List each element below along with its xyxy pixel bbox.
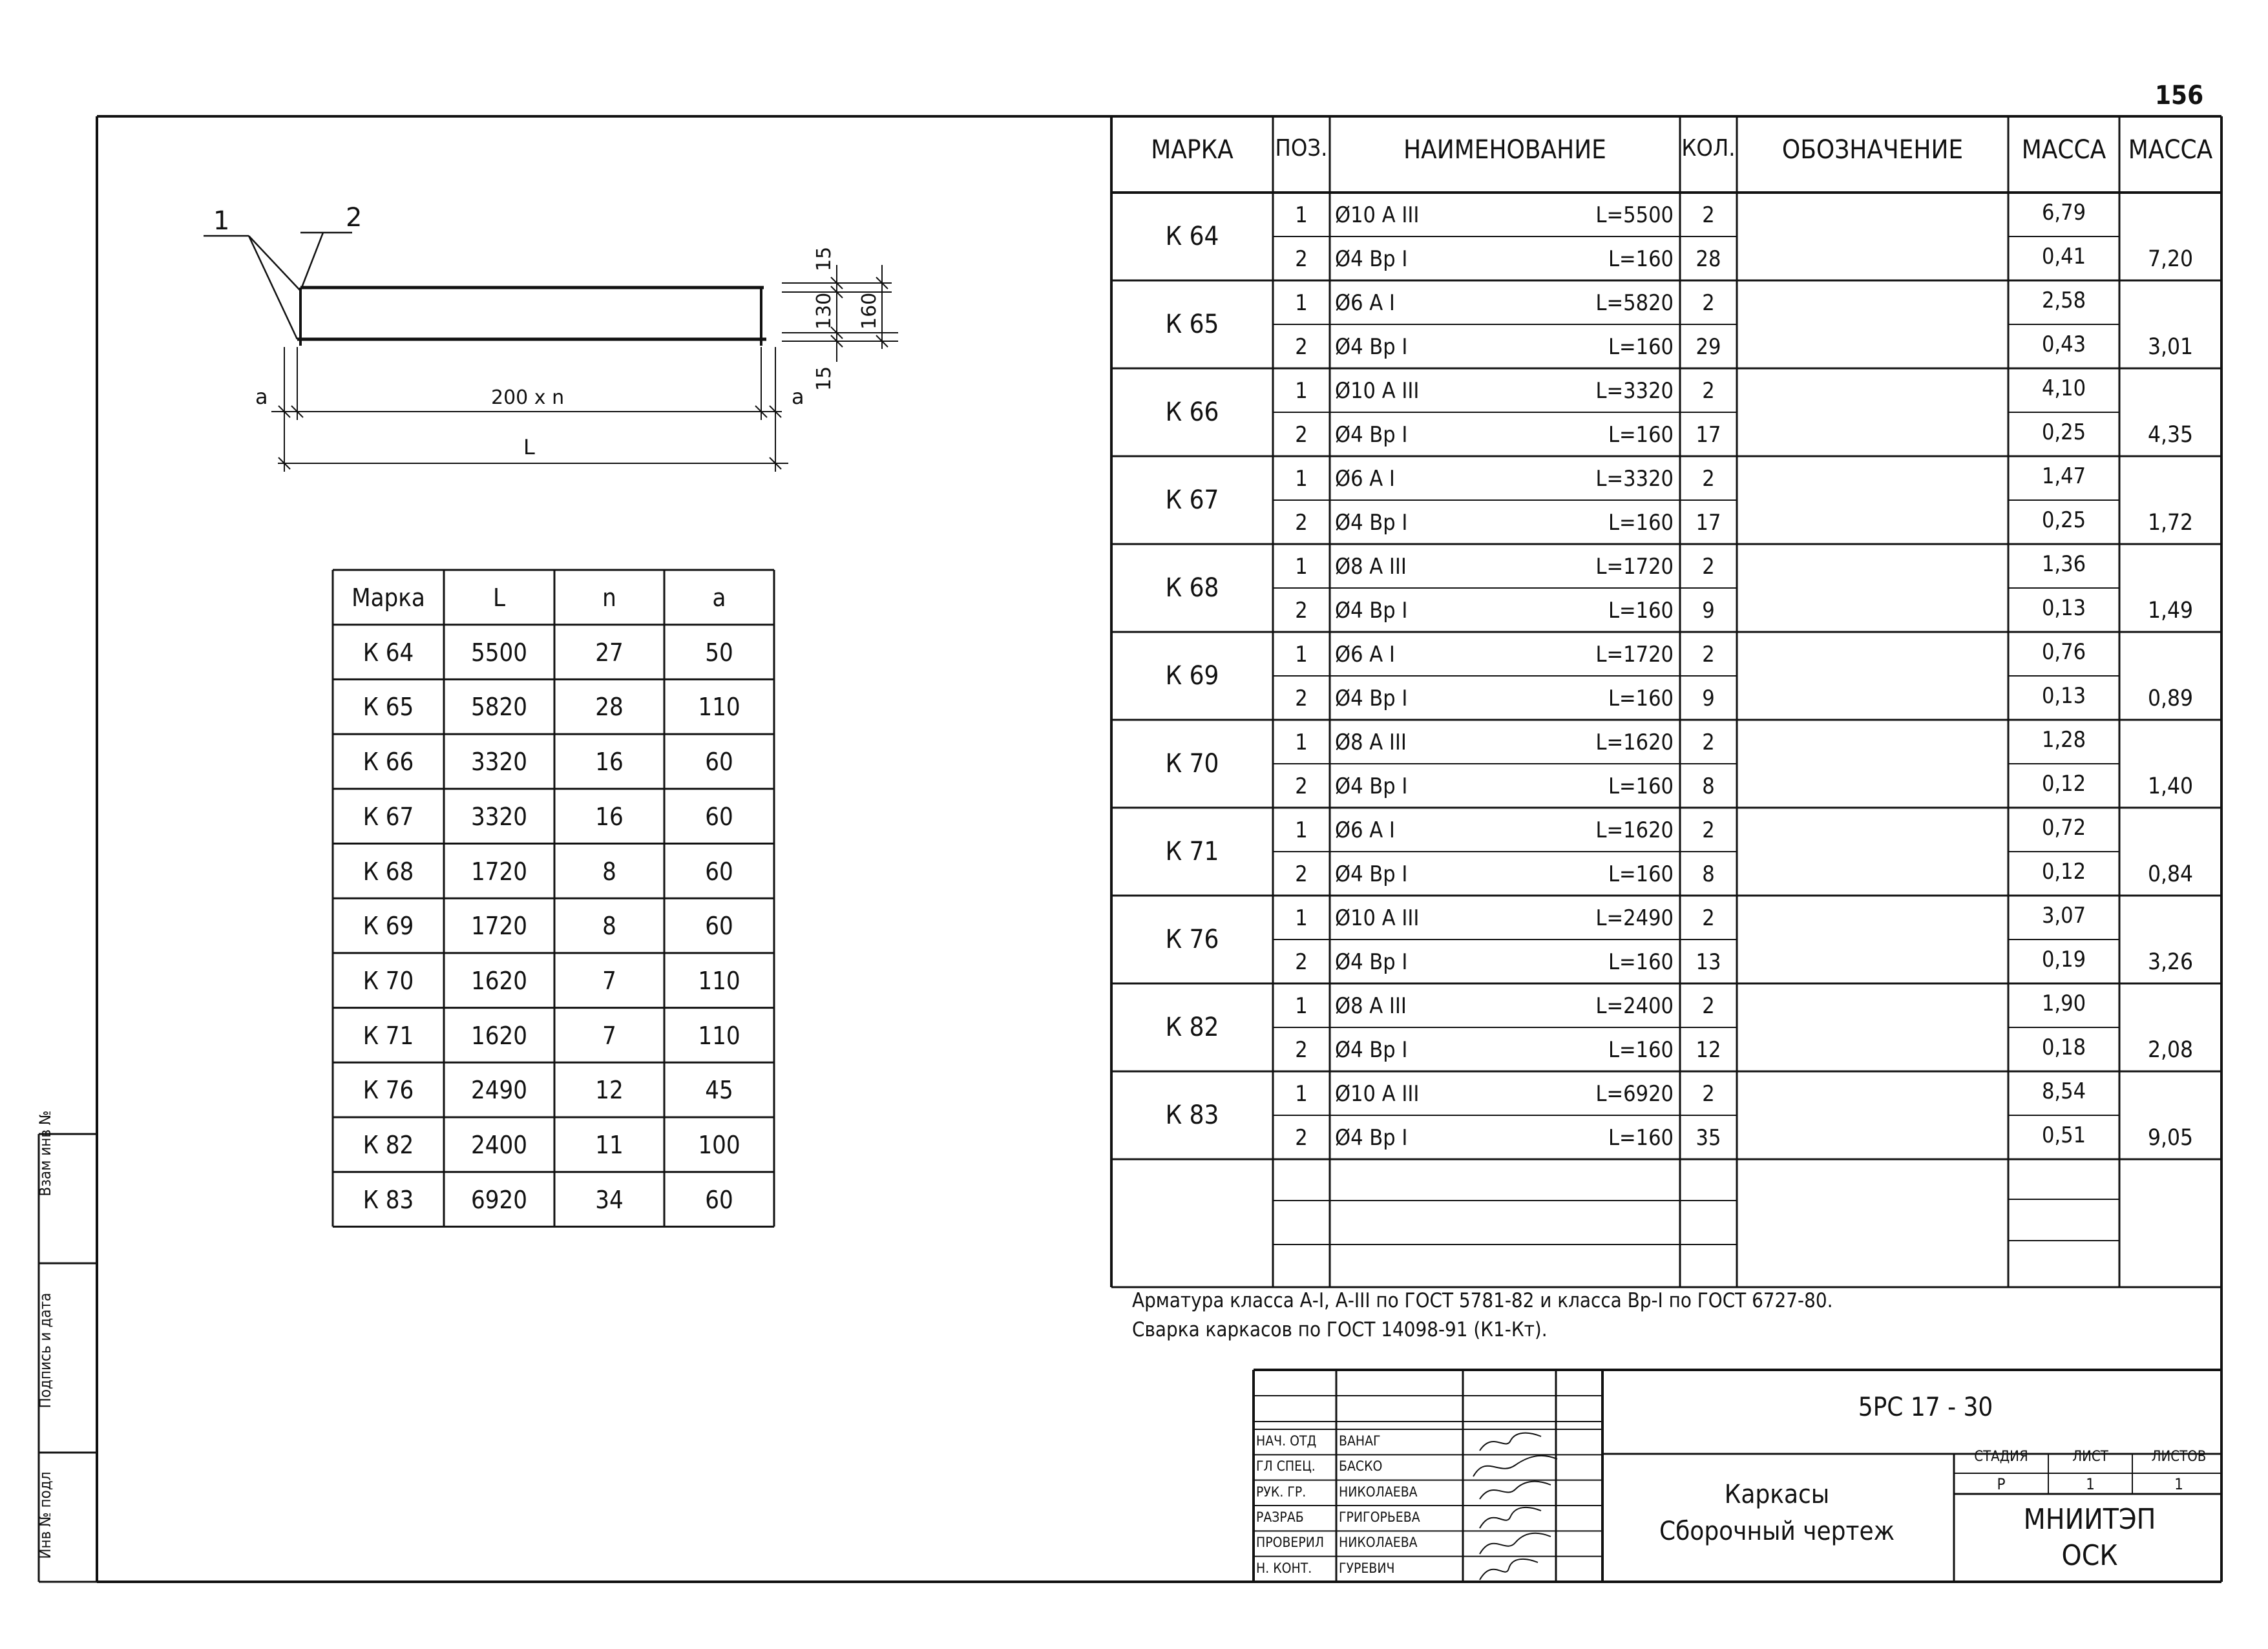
document-code: 5PC 17 - 30 bbox=[1858, 1392, 1993, 1422]
spec-total-mass: 0,84 bbox=[2147, 861, 2194, 887]
spec-mass: 1,90 bbox=[2041, 991, 2086, 1016]
small-table-cell: 8 bbox=[602, 857, 616, 886]
spec-mass: 8,54 bbox=[2041, 1078, 2086, 1104]
spec-mass: 0,12 bbox=[2041, 859, 2086, 885]
spec-pos: 1 bbox=[1295, 642, 1308, 667]
small-table-cell: 5820 bbox=[471, 693, 527, 722]
spec-name: Ø10 A III bbox=[1335, 1081, 1420, 1107]
spec-header-4: ОБОЗНАЧЕНИЕ bbox=[1781, 135, 1964, 165]
spec-length: L=5500 bbox=[1595, 202, 1674, 228]
spec-name: Ø6 A I bbox=[1335, 466, 1395, 492]
spec-mark: К 66 bbox=[1165, 397, 1219, 427]
small-table-mark: К 70 bbox=[362, 966, 414, 995]
stage-value: Р bbox=[1997, 1475, 2006, 1493]
spec-pos: 1 bbox=[1295, 905, 1308, 931]
spec-mass: 0,41 bbox=[2041, 244, 2086, 269]
organization-line-2: ОСК bbox=[2061, 1539, 2118, 1572]
small-table-cell: 60 bbox=[705, 802, 733, 831]
spec-qty: 12 bbox=[1696, 1037, 1721, 1063]
signer-role: НАЧ. ОТД bbox=[1256, 1433, 1317, 1449]
spec-length: L=5820 bbox=[1595, 290, 1674, 316]
spec-mass: 6,79 bbox=[2041, 200, 2086, 226]
small-table-cell: 1620 bbox=[471, 966, 527, 995]
small-table-cell: 28 bbox=[595, 693, 624, 722]
signature-mark bbox=[1480, 1559, 1538, 1580]
signer-role: Н. КОНТ. bbox=[1256, 1560, 1312, 1576]
small-table-mark: К 76 bbox=[362, 1076, 414, 1105]
spec-pos: 2 bbox=[1295, 773, 1308, 799]
spec-name: Ø4 Bp I bbox=[1335, 598, 1408, 624]
small-table-cell: 50 bbox=[705, 638, 733, 667]
spec-mark: К 76 bbox=[1165, 925, 1219, 954]
spec-length: L=3320 bbox=[1595, 466, 1674, 492]
note-line-2: Сварка каркасов по ГОСТ 14098-91 (К1-Кт). bbox=[1132, 1318, 1548, 1341]
small-table-mark: К 71 bbox=[362, 1021, 414, 1050]
small-table-cell: 6920 bbox=[471, 1185, 527, 1214]
small-table-cell: 110 bbox=[698, 966, 740, 995]
spec-qty: 9 bbox=[1702, 598, 1715, 624]
small-table-cell: 110 bbox=[698, 693, 740, 722]
small-table-mark: К 67 bbox=[362, 802, 414, 831]
spec-mass: 0,51 bbox=[2041, 1122, 2086, 1148]
margin-label-inventory: Инв № подл bbox=[36, 1471, 54, 1559]
spec-total-mass: 1,72 bbox=[2147, 510, 2194, 536]
spec-pos: 2 bbox=[1295, 949, 1308, 975]
spec-length: L=1720 bbox=[1595, 554, 1674, 580]
small-table-cell: 7 bbox=[602, 1021, 616, 1050]
spec-header-2: НАИМЕНОВАНИЕ bbox=[1403, 135, 1606, 165]
spec-qty: 9 bbox=[1702, 686, 1715, 711]
signer-name: ГУРЕВИЧ bbox=[1339, 1560, 1395, 1576]
spec-qty: 13 bbox=[1696, 949, 1721, 975]
spec-name: Ø10 A III bbox=[1335, 202, 1420, 228]
small-table-cell: 60 bbox=[705, 912, 733, 941]
spec-pos: 2 bbox=[1295, 246, 1308, 272]
spec-mass: 0,18 bbox=[2041, 1035, 2086, 1060]
spec-total-mass: 2,08 bbox=[2147, 1037, 2194, 1063]
spec-qty: 17 bbox=[1696, 510, 1721, 536]
spec-qty: 2 bbox=[1702, 642, 1715, 667]
spec-qty: 2 bbox=[1702, 905, 1715, 931]
spec-name: Ø6 A I bbox=[1335, 817, 1395, 843]
spec-name: Ø4 Bp I bbox=[1335, 1037, 1408, 1063]
stage-header: СТАДИЯ bbox=[1974, 1449, 2028, 1465]
spec-qty: 29 bbox=[1696, 334, 1721, 360]
spec-total-mass: 3,26 bbox=[2147, 949, 2194, 975]
spec-qty: 35 bbox=[1696, 1125, 1721, 1151]
small-table-mark: К 68 bbox=[362, 857, 414, 886]
spec-total-mass: 3,01 bbox=[2147, 334, 2194, 360]
position-label-2: 2 bbox=[346, 203, 362, 233]
spec-pos: 1 bbox=[1295, 290, 1308, 316]
spec-qty: 28 bbox=[1696, 246, 1721, 272]
spec-qty: 2 bbox=[1702, 466, 1715, 492]
small-table-cell: 60 bbox=[705, 857, 733, 886]
small-table-cell: 2400 bbox=[471, 1131, 527, 1159]
small-table-cell: 60 bbox=[705, 748, 733, 777]
spec-length: L=160 bbox=[1608, 773, 1674, 799]
spec-length: L=160 bbox=[1608, 334, 1674, 360]
spec-mark: К 70 bbox=[1165, 749, 1219, 779]
spec-mark: К 67 bbox=[1165, 485, 1219, 515]
spec-pos: 2 bbox=[1295, 510, 1308, 536]
spec-name: Ø8 A III bbox=[1335, 730, 1407, 755]
spec-qty: 2 bbox=[1702, 993, 1715, 1019]
dim-160: 160 bbox=[858, 292, 881, 330]
title-line-2: Сборочный чертеж bbox=[1659, 1517, 1895, 1546]
spec-mass: 4,10 bbox=[2041, 375, 2086, 401]
spec-qty: 2 bbox=[1702, 817, 1715, 843]
dim-15-bottom: 15 bbox=[813, 366, 835, 391]
spec-qty: 2 bbox=[1702, 290, 1715, 316]
small-table-cell: 1620 bbox=[471, 1021, 527, 1050]
spec-length: L=6920 bbox=[1595, 1081, 1674, 1107]
spec-length: L=2400 bbox=[1595, 993, 1674, 1019]
spec-mark: К 71 bbox=[1165, 837, 1219, 867]
spec-pos: 1 bbox=[1295, 993, 1308, 1019]
spec-mass: 1,36 bbox=[2041, 551, 2086, 577]
spec-total-mass: 9,05 bbox=[2147, 1125, 2194, 1151]
spec-length: L=160 bbox=[1608, 1037, 1674, 1063]
spec-mark: К 82 bbox=[1165, 1013, 1219, 1042]
small-table-header: L bbox=[492, 583, 506, 612]
spec-name: Ø4 Bp I bbox=[1335, 949, 1408, 975]
spec-total-mass: 1,40 bbox=[2147, 773, 2194, 799]
spec-name: Ø4 Bp I bbox=[1335, 773, 1408, 799]
signer-name: НИКОЛАЕВА bbox=[1339, 1535, 1418, 1551]
spec-pos: 1 bbox=[1295, 202, 1308, 228]
spec-pos: 2 bbox=[1295, 422, 1308, 448]
small-table-mark: К 66 bbox=[362, 748, 414, 777]
small-table-cell: 5500 bbox=[471, 638, 527, 667]
spec-mass: 2,58 bbox=[2041, 288, 2086, 313]
dim-a-left: a bbox=[255, 384, 268, 409]
spec-name: Ø8 A III bbox=[1335, 554, 1407, 580]
signer-name: БАСКО bbox=[1339, 1458, 1383, 1475]
small-table-cell: 1720 bbox=[471, 912, 527, 941]
small-table-cell: 27 bbox=[595, 638, 624, 667]
sheet-header: ЛИСТ bbox=[2072, 1449, 2108, 1465]
spec-length: L=160 bbox=[1608, 686, 1674, 711]
spec-name: Ø4 Bp I bbox=[1335, 246, 1408, 272]
spec-qty: 2 bbox=[1702, 730, 1715, 755]
spec-pos: 2 bbox=[1295, 1037, 1308, 1063]
spec-pos: 2 bbox=[1295, 861, 1308, 887]
spec-qty: 2 bbox=[1702, 202, 1715, 228]
small-table-cell: 34 bbox=[595, 1185, 624, 1214]
spec-name: Ø4 Bp I bbox=[1335, 686, 1408, 711]
spec-name: Ø8 A III bbox=[1335, 993, 1407, 1019]
spec-name: Ø6 A I bbox=[1335, 642, 1395, 667]
small-table-mark: К 69 bbox=[362, 912, 414, 941]
signature-mark bbox=[1480, 1533, 1551, 1554]
small-table-cell: 110 bbox=[698, 1021, 740, 1050]
small-table-mark: К 82 bbox=[362, 1131, 414, 1159]
spec-pos: 1 bbox=[1295, 378, 1308, 404]
spec-pos: 1 bbox=[1295, 817, 1308, 843]
spec-qty: 17 bbox=[1696, 422, 1721, 448]
signer-role: ПРОВЕРИЛ bbox=[1256, 1535, 1325, 1551]
spec-pos: 1 bbox=[1295, 554, 1308, 580]
spec-name: Ø4 Bp I bbox=[1335, 1125, 1408, 1151]
spec-qty: 8 bbox=[1702, 773, 1715, 799]
spec-mark: К 68 bbox=[1165, 573, 1219, 603]
spec-pos: 1 bbox=[1295, 466, 1308, 492]
position-label-1: 1 bbox=[213, 206, 230, 236]
small-table-header: a bbox=[712, 583, 726, 612]
sheet-value: 1 bbox=[2086, 1475, 2095, 1493]
spec-qty: 8 bbox=[1702, 861, 1715, 887]
spec-total-mass: 0,89 bbox=[2147, 686, 2194, 711]
small-table-mark: К 65 bbox=[362, 693, 414, 722]
dim-130: 130 bbox=[813, 292, 835, 330]
spec-pos: 1 bbox=[1295, 1081, 1308, 1107]
spec-mass: 0,76 bbox=[2041, 639, 2086, 665]
small-table-mark: К 64 bbox=[362, 638, 414, 667]
spec-mass: 0,25 bbox=[2041, 419, 2086, 445]
spec-pos: 2 bbox=[1295, 598, 1308, 624]
signature-mark bbox=[1473, 1456, 1557, 1476]
spec-length: L=160 bbox=[1608, 949, 1674, 975]
spec-mass: 1,47 bbox=[2041, 463, 2086, 489]
spec-pos: 1 bbox=[1295, 730, 1308, 755]
small-table-mark: К 83 bbox=[362, 1185, 414, 1214]
spec-pos: 2 bbox=[1295, 1125, 1308, 1151]
title-line-1: Каркасы bbox=[1724, 1480, 1830, 1509]
spec-total-mass: 1,49 bbox=[2147, 598, 2194, 624]
spec-length: L=1620 bbox=[1595, 730, 1674, 755]
spec-header-3: КОЛ. bbox=[1681, 135, 1736, 162]
signer-name: ВАНАГ bbox=[1339, 1433, 1381, 1449]
signature-mark bbox=[1480, 1433, 1541, 1451]
sheets-header: ЛИСТОВ bbox=[2151, 1449, 2207, 1465]
small-table-cell: 7 bbox=[602, 966, 616, 995]
sheet-number: 156 bbox=[2155, 81, 2204, 110]
spec-name: Ø10 A III bbox=[1335, 905, 1420, 931]
spec-qty: 2 bbox=[1702, 378, 1715, 404]
spec-length: L=3320 bbox=[1595, 378, 1674, 404]
dim-15-top: 15 bbox=[813, 246, 835, 271]
margin-label-replacement: Взам инв № bbox=[36, 1110, 54, 1197]
dim-a-right: a bbox=[792, 384, 804, 409]
spec-total-mass: 4,35 bbox=[2147, 422, 2194, 448]
small-table-cell: 2490 bbox=[471, 1076, 527, 1105]
spec-mass: 0,13 bbox=[2041, 683, 2086, 709]
spec-mass: 0,12 bbox=[2041, 771, 2086, 797]
small-table-cell: 8 bbox=[602, 912, 616, 941]
organization-line-1: МНИИТЭП bbox=[2023, 1503, 2156, 1536]
spec-mark: К 83 bbox=[1165, 1100, 1219, 1130]
small-table-cell: 3320 bbox=[471, 748, 527, 777]
spec-pos: 2 bbox=[1295, 334, 1308, 360]
dim-L: L bbox=[523, 435, 535, 459]
spec-qty: 2 bbox=[1702, 554, 1715, 580]
spec-length: L=160 bbox=[1608, 246, 1674, 272]
spec-header-0: МАРКА bbox=[1151, 135, 1234, 165]
margin-label-signature: Подпись и дата bbox=[36, 1292, 54, 1409]
dim-200n: 200 x n bbox=[491, 386, 565, 409]
spec-pos: 2 bbox=[1295, 686, 1308, 711]
spec-length: L=1720 bbox=[1595, 642, 1674, 667]
small-table-header: Марка bbox=[352, 583, 425, 612]
spec-mass: 1,28 bbox=[2041, 727, 2086, 753]
spec-length: L=160 bbox=[1608, 422, 1674, 448]
spec-mass: 0,25 bbox=[2041, 507, 2086, 533]
spec-header-1: ПОЗ. bbox=[1275, 135, 1328, 162]
signer-role: РАЗРАБ bbox=[1256, 1509, 1304, 1525]
small-table-header: n bbox=[602, 583, 616, 612]
signer-role: РУК. ГР. bbox=[1256, 1484, 1307, 1500]
frame-diagram bbox=[187, 187, 937, 485]
sheets-value: 1 bbox=[2174, 1475, 2183, 1493]
spec-qty: 2 bbox=[1702, 1081, 1715, 1107]
spec-mass: 0,19 bbox=[2041, 947, 2086, 972]
spec-mass: 0,13 bbox=[2041, 595, 2086, 621]
spec-name: Ø4 Bp I bbox=[1335, 861, 1408, 887]
spec-header-6: МАССА bbox=[2128, 135, 2213, 165]
spec-name: Ø4 Bp I bbox=[1335, 422, 1408, 448]
spec-name: Ø4 Bp I bbox=[1335, 510, 1408, 536]
spec-length: L=160 bbox=[1608, 861, 1674, 887]
signature-mark bbox=[1480, 1482, 1551, 1499]
spec-name: Ø10 A III bbox=[1335, 378, 1420, 404]
signer-role: ГЛ СПЕЦ. bbox=[1256, 1458, 1316, 1475]
spec-length: L=160 bbox=[1608, 1125, 1674, 1151]
spec-length: L=2490 bbox=[1595, 905, 1674, 931]
signer-name: ГРИГОРЬЕВА bbox=[1339, 1509, 1420, 1525]
small-table-cell: 1720 bbox=[471, 857, 527, 886]
spec-mass: 0,72 bbox=[2041, 815, 2086, 841]
signer-name: НИКОЛАЕВА bbox=[1339, 1484, 1418, 1500]
spec-mark: К 64 bbox=[1165, 222, 1219, 251]
spec-header-5: МАССА bbox=[2021, 135, 2106, 165]
small-table-cell: 60 bbox=[705, 1185, 733, 1214]
spec-mass: 0,43 bbox=[2041, 331, 2086, 357]
small-table-cell: 45 bbox=[705, 1076, 733, 1105]
small-table-cell: 16 bbox=[595, 802, 624, 831]
spec-mark: К 65 bbox=[1165, 310, 1219, 339]
signature-mark bbox=[1480, 1507, 1541, 1528]
spec-length: L=160 bbox=[1608, 510, 1674, 536]
note-line-1: Арматура класса А-I, А-III по ГОСТ 5781-82 и класса Вр-I по ГОСТ 6727-80. bbox=[1132, 1289, 1833, 1312]
spec-length: L=1620 bbox=[1595, 817, 1674, 843]
spec-name: Ø6 A I bbox=[1335, 290, 1395, 316]
spec-name: Ø4 Bp I bbox=[1335, 334, 1408, 360]
small-table-cell: 3320 bbox=[471, 802, 527, 831]
spec-length: L=160 bbox=[1608, 598, 1674, 624]
small-table-cell: 12 bbox=[595, 1076, 624, 1105]
spec-total-mass: 7,20 bbox=[2147, 246, 2194, 272]
spec-mass: 3,07 bbox=[2041, 903, 2086, 929]
small-table-cell: 11 bbox=[595, 1131, 624, 1159]
small-table-cell: 16 bbox=[595, 748, 624, 777]
small-table-cell: 100 bbox=[698, 1131, 740, 1159]
spec-mark: К 69 bbox=[1165, 661, 1219, 691]
